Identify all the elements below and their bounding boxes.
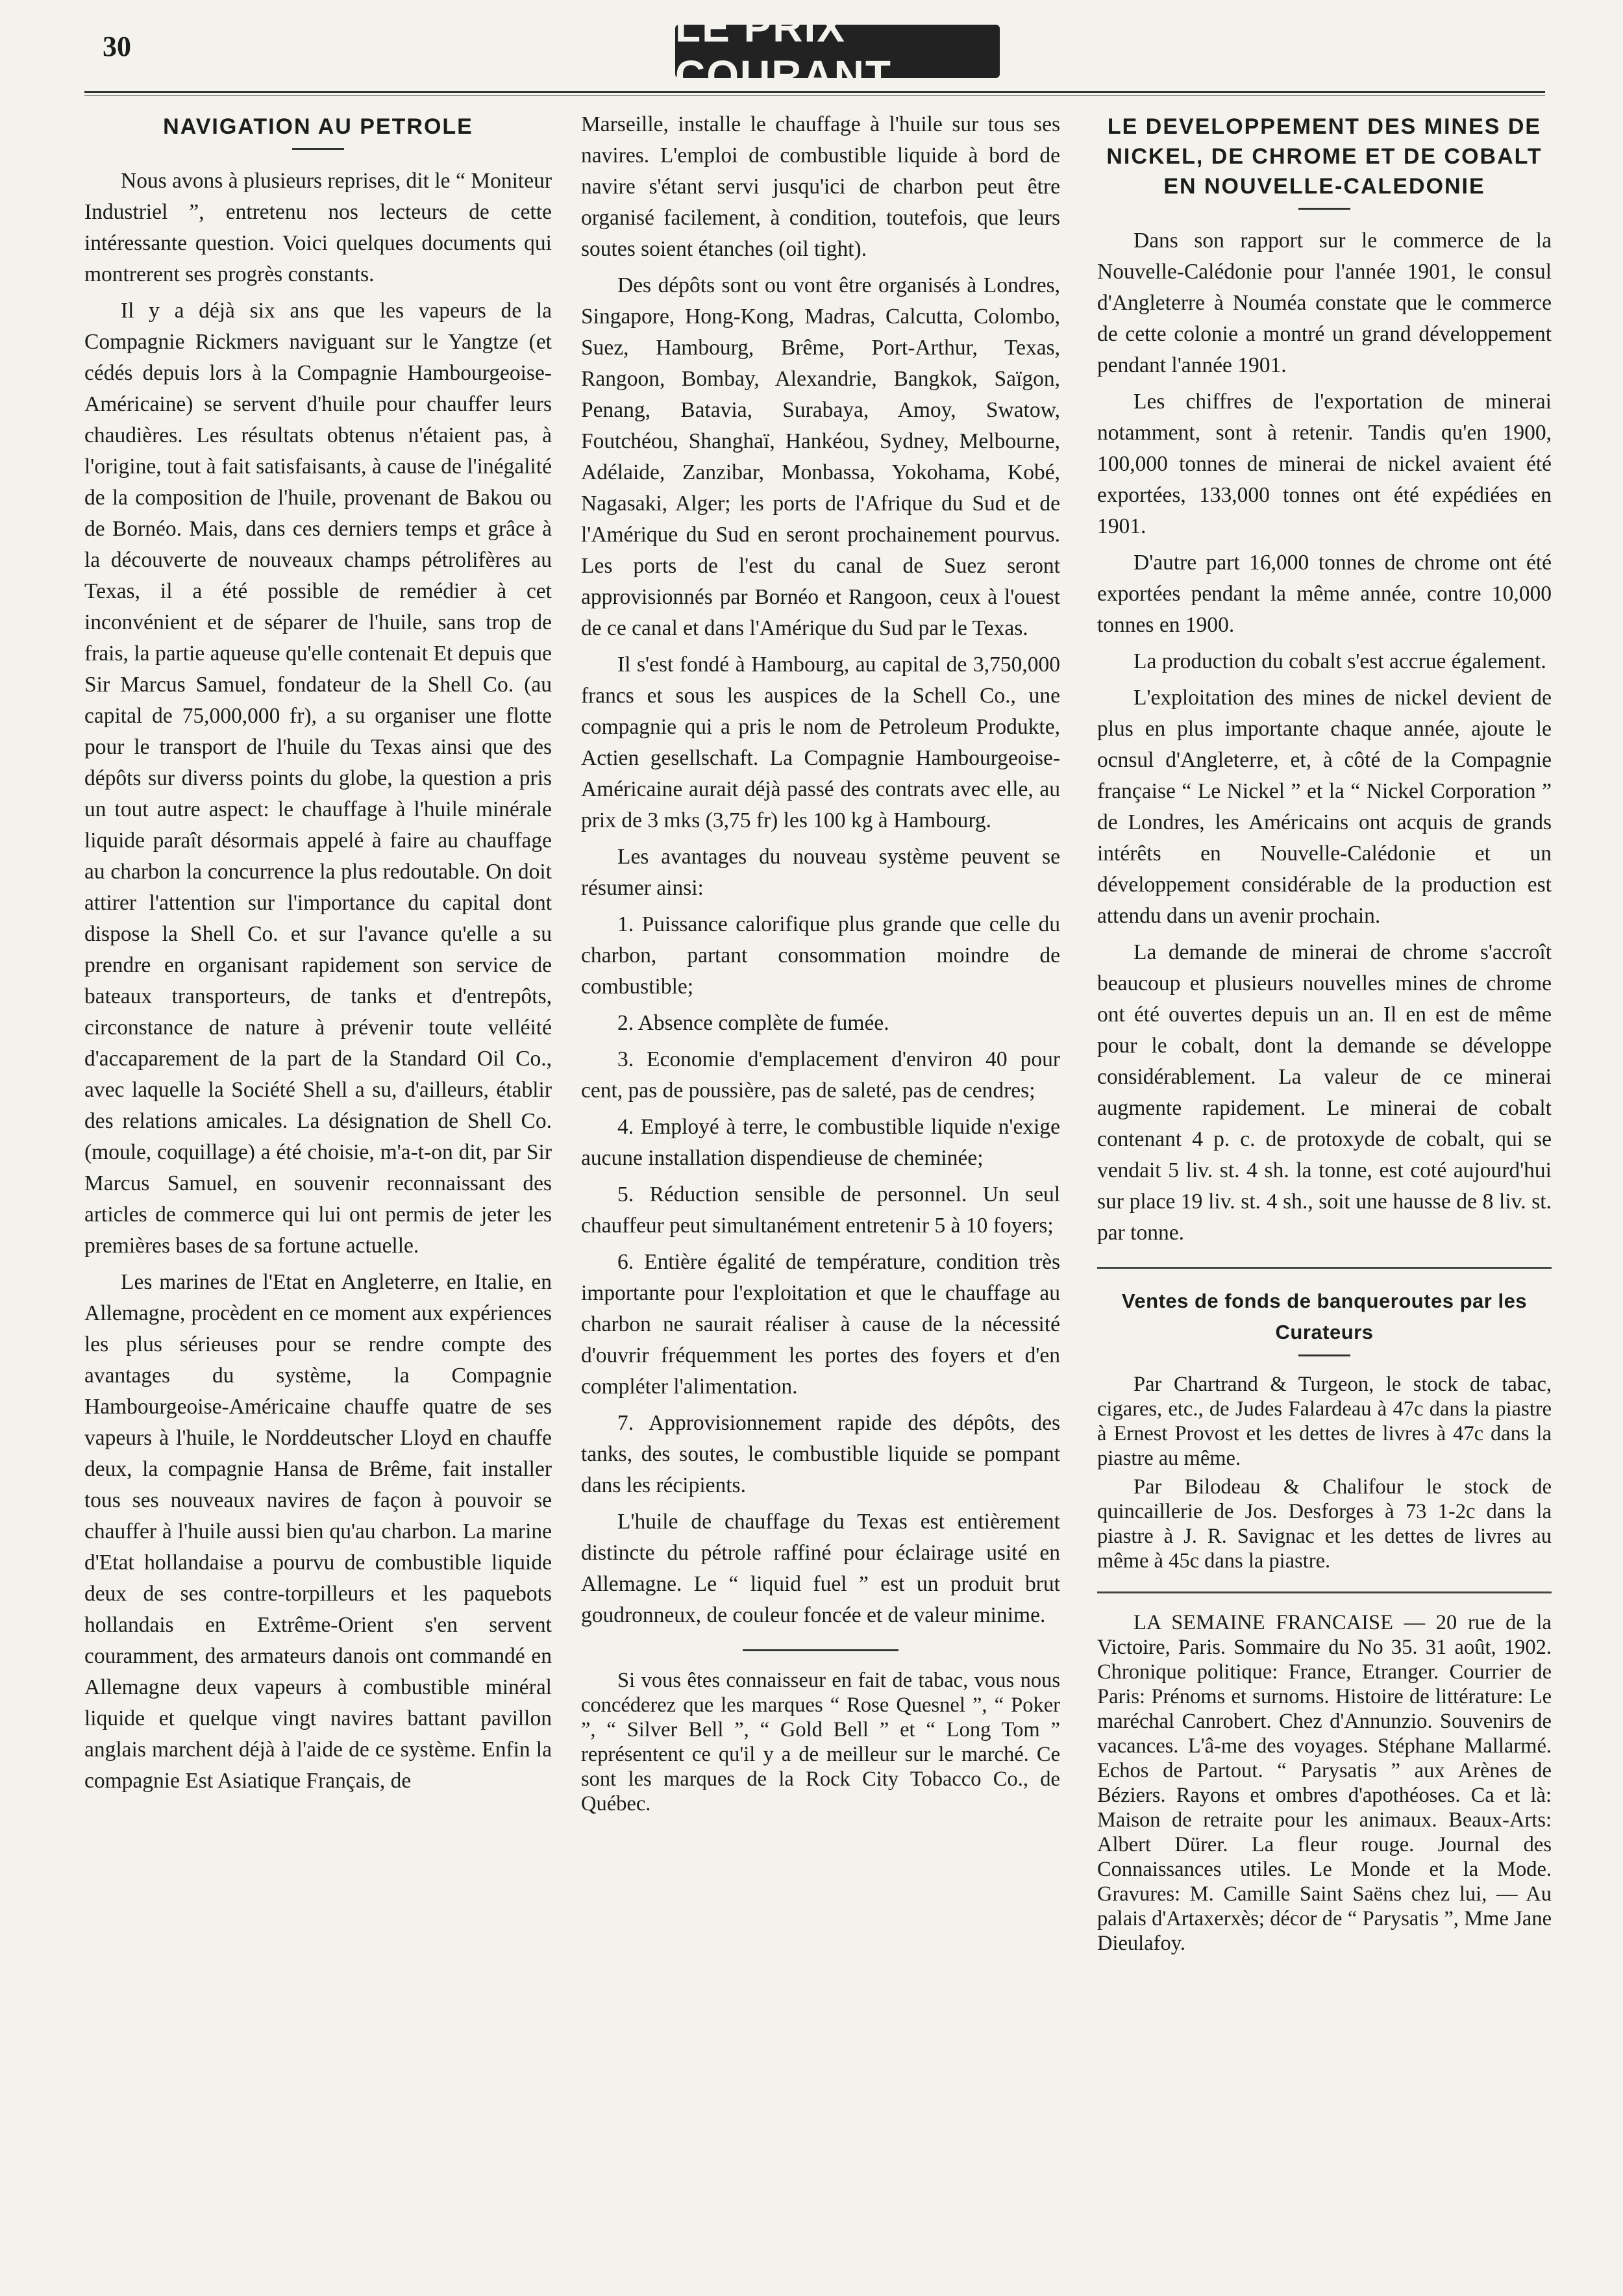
- paragraph: Les chiffres de l'exportation de minerai notamment, sont à retenir. Tandis qu'en 1900, 100,000 tonnes de minerai de nickel avaient été exportées, 133,000 tonnes ont été expédiées en 1901.: [1097, 390, 1552, 538]
- header-rule: [84, 91, 1545, 96]
- paragraph: La production du cobalt s'est accrue également.: [1134, 649, 1546, 673]
- article-title-nickel: LE DEVELOPPEMENT DES MINES DE NICKEL, DE CHROME ET DE COBALT EN NOUVELLE-CALEDONIE: [1106, 114, 1542, 199]
- paragraph: Il s'est fondé à Hambourg, au capital de 3,750,000 francs et sous les auspices de la Schell Co., une compagnie qui a pris le nom de Petroleum Produkte, Actien gesellschaft. La Compagnie Hambourgeoise-Américaine aurait déjà passé des contrats avec elle, au prix de 3 mks (3,75 fr) les 100 kg à Hambourg.: [581, 653, 1060, 832]
- page-number: 30: [103, 31, 131, 62]
- column-3: [1097, 109, 1552, 1960]
- sale-notice: Par Bilodeau & Chalifour le stock de quincaillerie de Jos. Desforges à 73 1-2c dans la piastre à J. R. Savignac et les dettes de livres au même à 45c dans la piastre.: [1097, 1475, 1552, 1573]
- paragraph: D'autre part 16,000 tonnes de chrome ont été exportées pendant la même année, contre 10,000 tonnes en 1900.: [1097, 551, 1552, 637]
- paragraph: L'exploitation des mines de nickel devient de plus en plus importante chaque année, ajoute le ocnsul d'Angleterre, et, à côté de la Compagnie française “ Le Nickel ” et la “ Nickel Corporation ” de Londres, les Américains ont acquis de grands intérêts en Nouvelle-Calédonie et un développement considérable de la production est attendu dans un avenir prochain.: [1097, 686, 1552, 928]
- paragraph: Des dépôts sont ou vont être organisés à Londres, Singapore, Hong-Kong, Madras, Calcutta, Colombo, Suez, Hambourg, Brême, Port-Arthur, Texas, Rangoon, Bombay, Alexandrie, Bangkok, Saïgon, Penang, Batavia, Surabaya, Amoy, Swatow, Foutchéou, Shanghaï, Hankéou, Sydney, Melbourne, Adélaide, Zanzibar, Monbassa, Yokohama, Kobé, Nagasaki, Alger; les ports de l'Afrique du Sud et de l'Amérique du Sud en seront prochainement pourvus. Les ports de l'est du canal de Suez seront approvisionnés par Bornéo et Rangoon, ceux à l'ouest de ce canal et dans l'Amérique du Sud par le Texas.: [581, 273, 1060, 640]
- section-divider: [743, 1649, 898, 1651]
- masthead-logo: LE PRIX COURANT: [675, 25, 1000, 78]
- list-item: 4. Employé à terre, le combustible liquide n'exige aucune installation dispendieuse de cheminée;: [581, 1115, 1060, 1170]
- section-divider: [1097, 1267, 1552, 1269]
- title-divider: [292, 148, 344, 150]
- paragraph: Dans son rapport sur le commerce de la Nouvelle-Calédonie pour l'année 1901, le consul d'Angleterre à Nouméa constate que le commerce de cette colonie a montré un grand développement pendant l'année 1901.: [1097, 229, 1552, 377]
- tobacco-notice: Si vous êtes connaisseur en fait de tabac, vous nous concéderez que les marques “ Rose Quesnel ”, “ Poker ”, “ Silver Bell ”, “ Gold Bell ” et “ Long Tom ” représentent ce qu'il y a de meilleur sur le marché. Ce sont les marques de la Rock City Tobacco Co., de Québec.: [581, 1669, 1060, 1816]
- article-title-navigation: NAVIGATION AU PETROLE: [163, 114, 473, 139]
- paragraph: La demande de minerai de chrome s'accroît beaucoup et plusieurs nouvelles mines de chrome ont été ouvertes depuis un an. Il en est de même pour le cobalt, dont la demande se développe considérablement. La valeur de ce minerai augmente rapidement. Le minerai de cobalt contenant 4 p. c. de protoxyde de cobalt, qui se vendait 5 liv. st. 4 sh. la tonne, est coté aujourd'hui sur place 19 liv. st. 4 sh., soit une hausse de 8 liv. st. par tonne.: [1097, 940, 1552, 1245]
- paragraph: Les marines de l'Etat en Angleterre, en Italie, en Allemagne, procèdent en ce moment aux expériences les plus sérieuses pour se rendre compte des avantages du système, la Compagnie Hambourgeoise-Américaine chauffe quatre de ses vapeurs à l'huile, le Norddeutscher Lloyd en chauffe deux, la compagnie Hansa de Brême, fait installer tous ses nouveaux navires de façon à pouvoir se chauffer à l'huile aussi bien qu'au charbon. La marine d'Etat hollandaise a pourvu de combustible liquide deux de ses contre-torpilleurs et les paquebots hollandais en Extrême-Orient s'en servent couramment, des armateurs danois ont commandé en Allemagne deux vapeurs à combustible minéral liquide et quelque vingt navires battant pavillon anglais marchent déjà à l'aide de ce système. Enfin la compagnie Est Asiatique Français, de: [84, 1270, 552, 1793]
- paragraph: Il y a déjà six ans que les vapeurs de la Compagnie Rickmers naviguant sur le Yangtze (et cédés depuis lors à la Compagnie Hambourgeoise-Américaine) se servent d'huile pour chauffer leurs chaudières. Les résultats obtenus n'étaient pas, à l'origine, tout à fait satisfaisants, à cause de l'inégalité de la composition de l'huile, provenant de Bakou ou de Bornéo. Mais, dans ces derniers temps et grâce à la découverte de nouveaux champs pétrolifères au Texas, il a été possible de remédier à cet inconvénient et de séparer de l'huile, sans trop de frais, la partie aqueuse qu'elle contenait Et depuis que Sir Marcus Samuel, fondateur de la Shell Co. (au capital de 75,000,000 fr), a su organiser une flotte pour le transport de l'huile du Texas ainsi que des dépôts sur diverss points du globe, la question a pris un tout autre aspect: le chauffage à l'huile minérale liquide paraît désormais appelé à faire au chauffage au charbon la concurrence la plus redoutable. On doit attirer l'attention sur l'importance du capital dont dispose la Shell Co. et sur l'avance qu'elle a su prendre en organisant rapidement son service de bateaux transporteurs, de tanks et d'entrepôts, circonstance de nature à prévenir toute velléité d'accaparement de la part de la Standard Oil Co., avec laquelle la Société Shell a su, d'ailleurs, établir des relations amicales. La désignation de Shell Co. (moule, coquillage) a été choisie, m'a-t-on dit, par Sir Marcus Samuel, en souvenir reconnaissant des articles de commerce qui lui ont permis de jeter les premières bases de sa fortune actuelle.: [84, 299, 552, 1258]
- sales-title: Ventes de fonds de banqueroutes par les Curateurs: [1121, 1290, 1528, 1343]
- list-item: 5. Réduction sensible de personnel. Un seul chauffeur peut simultanément entretenir 5 à 10 foyers;: [581, 1182, 1060, 1238]
- list-item: 6. Entière égalité de température, condition très importante pour l'exploitation et que le chauffage au charbon ne saurait réaliser à cause de la nécessité d'ouvrir fréquemment les portes des foyers et d'en compléter l'alimentation.: [581, 1250, 1060, 1399]
- column-1: [84, 109, 552, 1802]
- list-item: 7. Approvisionnement rapide des dépôts, des tanks, des soutes, le combustible liquide se pompant dans les récipients.: [581, 1411, 1060, 1497]
- title-divider: [1298, 1354, 1350, 1356]
- section-divider: [1097, 1591, 1552, 1593]
- semaine-francaise-notice: LA SEMAINE FRANCAISE — 20 rue de la Victoire, Paris. Sommaire du No 35. 31 août, 1902. Chronique politique: France, Etranger. Courrier de Paris: Prénoms et surnoms. Histoire de littérature: Le maréchal Canrobert. Chez d'Annunzio. Souvenirs de vacances. L'â-me des voyages. Stéphane Mallarmé. Echos de Partout. “ Parysatis ” aux Arènes de Béziers. Rayons et ombres d'apothéoses. Ca et là: Maison de retraite pour les animaux. Beaux-Arts: Albert Dürer. La fleur rouge. Journal des Connaissances utiles. Le Monde et la Mode. Gravures: M. Camille Saint Saëns chez lui, — Au palais d'Artaxerxès; décor de “ Parysatis ”, Mme Jane Dieulafoy.: [1097, 1611, 1552, 1955]
- list-item: 3. Economie d'emplacement d'environ 40 pour cent, pas de poussière, pas de saleté, pas de cendres;: [581, 1047, 1060, 1103]
- title-divider: [1298, 208, 1350, 210]
- list-item: 1. Puissance calorifique plus grande que celle du charbon, partant consommation moindre de combustible;: [581, 912, 1060, 999]
- paragraph: Marseille, installe le chauffage à l'huile sur tous ses navires. L'emploi de combustible liquide à bord de navire s'étant servi jusqu'ici de charbon peut être organisé facilement, à condition, toutefois, que leurs soutes soient étanches (oil tight).: [581, 112, 1060, 261]
- paragraph: Les avantages du nouveau système peuvent se résumer ainsi:: [581, 845, 1060, 900]
- sale-notice: Par Chartrand & Turgeon, le stock de tabac, cigares, etc., de Judes Falardeau à 47c dans la piastre à Ernest Provost et les dettes de livres à 47c dans la piastre au même.: [1097, 1373, 1552, 1470]
- paragraph: Nous avons à plusieurs reprises, dit le “ Moniteur Industriel ”, entretenu nos lecteurs de cette intéressante question. Voici quelques documents qui montrerent ses progrès constants.: [84, 169, 552, 286]
- column-2: [581, 109, 1060, 1820]
- paragraph: L'huile de chauffage du Texas est entièrement distincte du pétrole raffiné pour éclairage usité en Allemagne. Le “ liquid fuel ” est un produit brut goudronneux, de couleur foncée et de valeur minime.: [581, 1510, 1060, 1627]
- list-item: 2. Absence complète de fumée.: [617, 1011, 889, 1035]
